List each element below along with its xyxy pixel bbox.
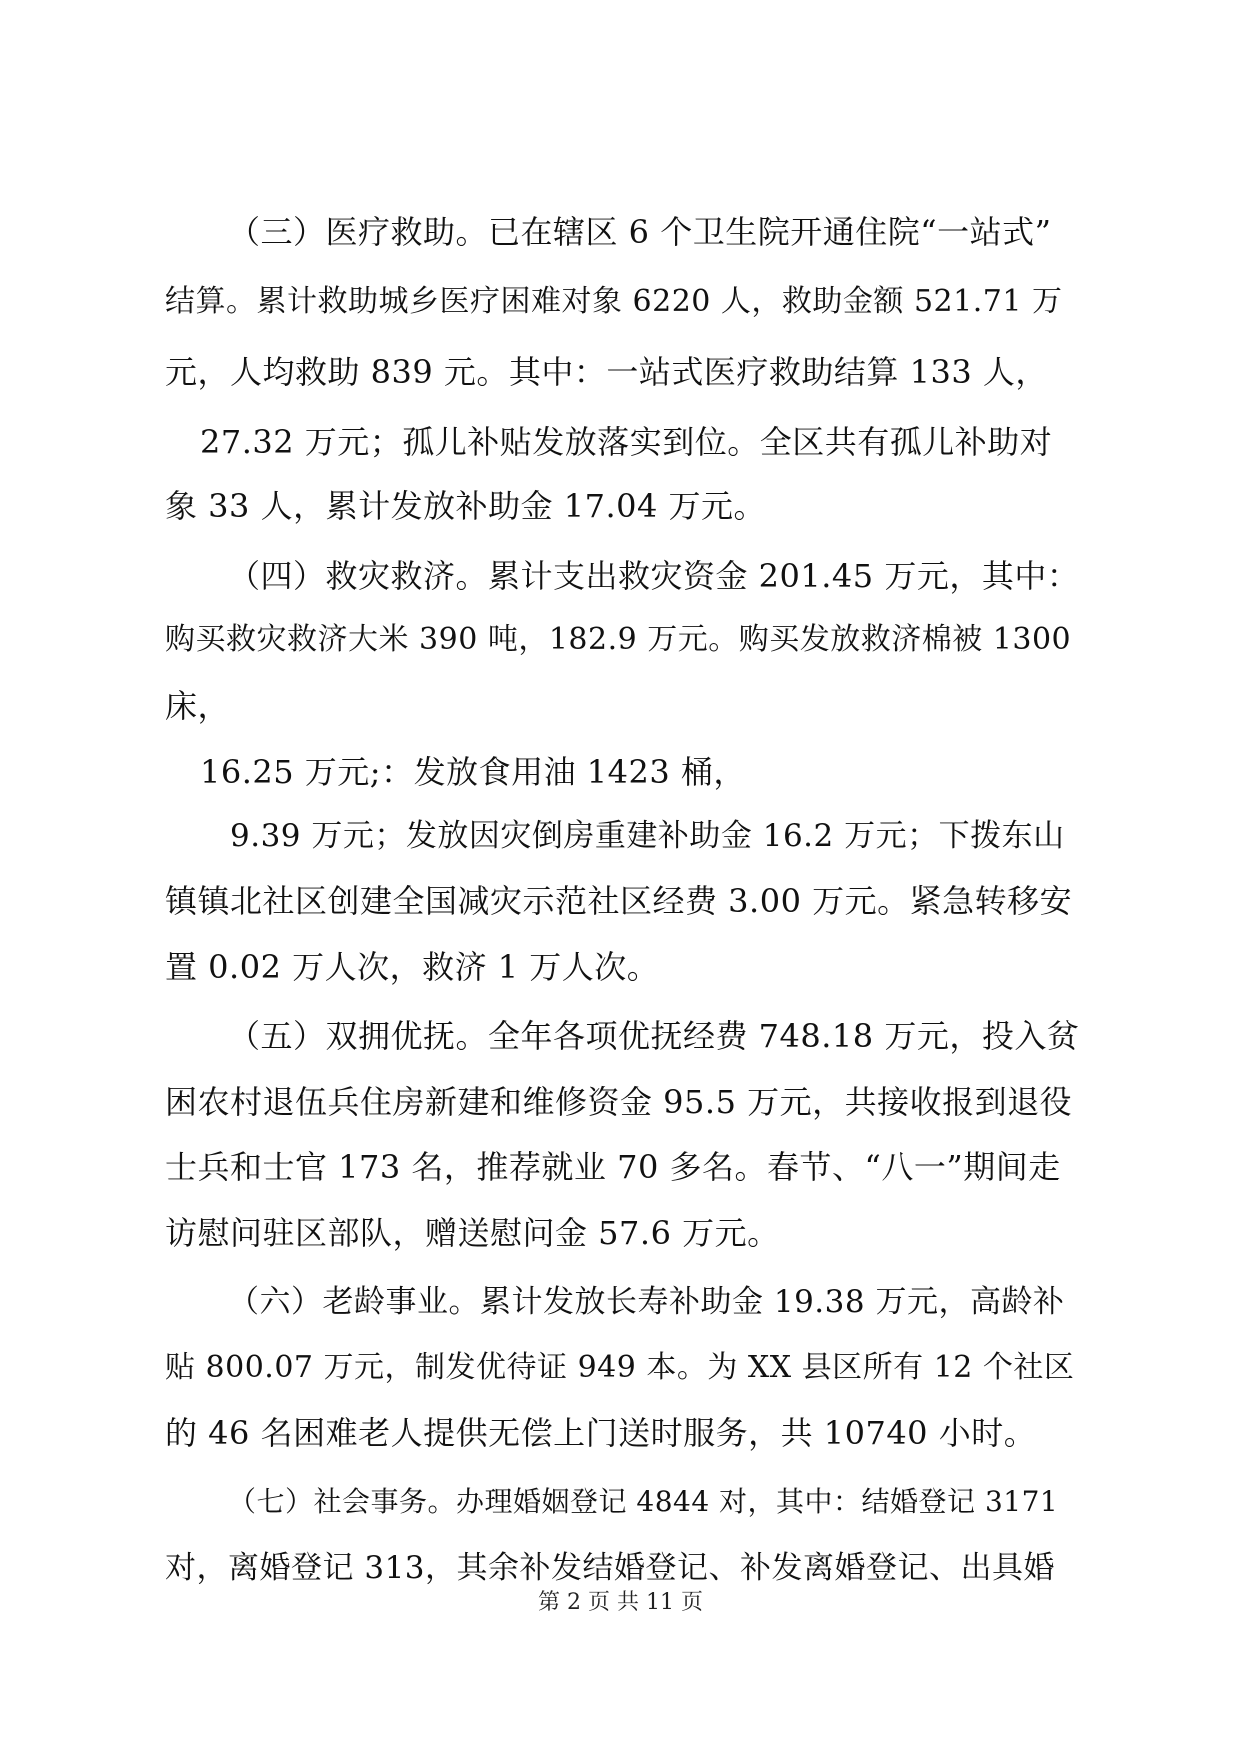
text-line-9: 16.25 万元;：发放食用油 1423 桶，	[200, 753, 746, 791]
text-line-19: 的 46 名困难老人提供无偿上门送时服务，共 10740 小时。	[165, 1414, 1037, 1452]
text-line-20: （七）社会事务。办理婚姻登记 4844 对，其中：结婚登记 3171	[228, 1485, 1059, 1518]
text-line-11: 镇镇北社区创建全国减灾示范社区经费 3.00 万元。紧急转移安	[165, 882, 1073, 920]
text-line-2: 结算。累计救助城乡医疗困难对象 6220 人，救助金额 521.71 万	[165, 284, 1063, 319]
text-line-12: 置 0.02 万人次，救济 1 万人次。	[165, 948, 660, 986]
text-line-3: 元，人均救助 839 元。其中：一站式医疗救助结算 133 人，	[165, 353, 1048, 391]
text-line-8: 床，	[165, 687, 231, 725]
text-line-6: （四）救灾救济。累计支出救灾资金 201.45 万元，其中：	[228, 557, 1080, 595]
text-line-21: 对，离婚登记 313，其余补发结婚登记、补发离婚登记、出具婚	[165, 1550, 1056, 1586]
text-line-17: （六）老龄事业。累计发放长寿补助金 19.38 万元，高龄补	[228, 1284, 1065, 1320]
text-line-15: 士兵和士官 173 名，推荐就业 70 多名。春节、“八一”期间走	[165, 1148, 1061, 1186]
text-line-1: （三）医疗救助。已在辖区 6 个卫生院开通住院“一站式”	[228, 213, 1052, 251]
text-line-10: 9.39 万元；发放因灾倒房重建补助金 16.2 万元；下拨东山	[230, 818, 1065, 854]
text-line-7: 购买救灾救济大米 390 吨，182.9 万元。购买发放救济棉被 1300	[165, 622, 1072, 657]
page-number-footer: 第 2 页 共 11 页	[538, 1590, 703, 1615]
text-line-5: 象 33 人，累计发放补助金 17.04 万元。	[165, 487, 767, 525]
text-line-4: 27.32 万元；孤儿补贴发放落实到位。全区共有孤儿补助对	[200, 423, 1053, 461]
text-line-13: （五）双拥优抚。全年各项优抚经费 748.18 万元，投入贫	[228, 1017, 1080, 1055]
text-line-18: 贴 800.07 万元，制发优待证 949 本。为 XX 县区所有 12 个社区	[165, 1350, 1075, 1385]
text-line-14: 困农村退伍兵住房新建和维修资金 95.5 万元，共接收报到退役	[165, 1083, 1073, 1121]
text-line-16: 访慰问驻区部队，赠送慰问金 57.6 万元。	[165, 1214, 780, 1252]
